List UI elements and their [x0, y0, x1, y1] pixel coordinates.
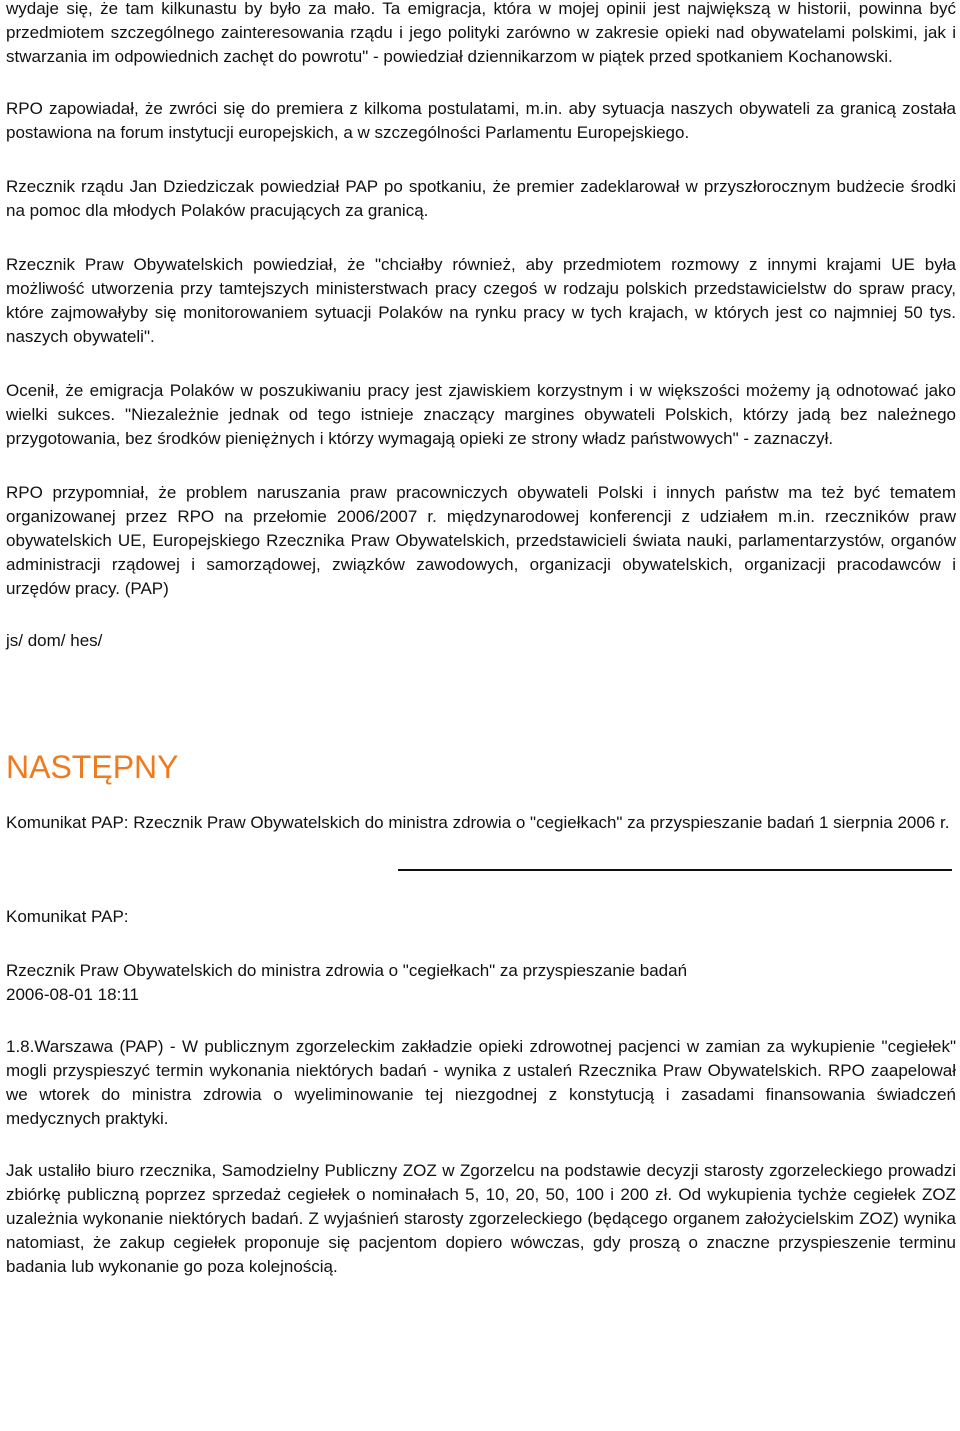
news-paragraph: 1.8.Warszawa (PAP) - W publicznym zgorzeleckim zakładzie opieki zdrowotnej pacjenci w zamian za wykupienie "cegiełek" mogli przyspieszyć termin wykonania niektórych badań - wynika z ustaleń Rzecznika Praw Obywatelskich. RPO zaapelował we wtorek do ministra zdrowia o wyeliminowanie tej niezgodnej z konstytucją i zasadami finansowania świadczeń medycznych praktyki. — [6, 1037, 956, 1128]
news-header: Komunikat PAP: — [6, 907, 129, 926]
article-paragraph: RPO przypomniał, że problem naruszania praw pracowniczych obywateli Polski i innych państw ma też być tematem organizowanej przez RPO na przełomie 2006/2007 r. międzynarodowej konferencji z udziałem m.in. rzeczników praw obywatelskich UE, Europejskiego Rzecznika Praw Obywatelskich, przedstawicieli świata nauki, parlamentarzystów, organów administracji rządowej i samorządowej, związków zawodowych, organizacji obywatelskich, organizacji pracodawców i urzędów pracy. (PAP) — [6, 483, 956, 598]
article-paragraph: RPO zapowiadał, że zwróci się do premiera z kilkoma postulatami, m.in. aby sytuacja naszych obywateli za granicą została postawiona na forum instytucji europejskich, a w szczególności Parlamentu Europejskiego. — [6, 99, 956, 142]
news-datetime: 2006-08-01 18:11 — [6, 985, 139, 1004]
article-paragraph: Ocenił, że emigracja Polaków w poszukiwaniu pracy jest zjawiskiem korzystnym i w większości możemy ją odnotować jako wielki sukces. "Niezależnie jednak od tego istnieje znaczący margines obywateli Polskich, którzy jadą bez należnego przygotowania, bez środków pieniężnych i którzy wymagają opieki ze strony władz państwowych" - zaznaczył. — [6, 381, 956, 448]
document-page — [6, 0, 956, 1279]
article-paragraph: Rzecznik Praw Obywatelskich powiedział, że "chciałby również, aby przedmiotem rozmowy z innymi krajami UE była możliwość utworzenia przy tamtejszych ministerstwach pracy czegoś w rodzaju polskich przedstawicielstw do spraw pracy, które zajmowałyby się monitorowaniem sytuacji Polaków na rynku pracy w tych krajach, w których jest co najmniej 50 tys. naszych obywateli". — [6, 255, 956, 346]
article-paragraph: Rzecznik rządu Jan Dziedziczak powiedział PAP po spotkaniu, że premier zadeklarował w przyszłorocznym budżecie środki na pomoc dla młodych Polaków pracujących za granicą. — [6, 177, 956, 220]
news-title: Rzecznik Praw Obywatelskich do ministra zdrowia o "cegiełkach" za przyspieszanie badań — [6, 961, 688, 980]
next-heading[interactable]: NASTĘPNY — [6, 749, 179, 785]
next-article-link[interactable]: Komunikat PAP: Rzecznik Praw Obywatelskich do ministra zdrowia o "cegiełkach" za przyspieszanie badań 1 sierpnia 2006 r. — [6, 813, 950, 832]
horizontal-divider — [398, 869, 952, 871]
author-signature: js/ dom/ hes/ — [6, 631, 103, 650]
article-paragraph: wydaje się, że tam kilkunastu by było za mało. Ta emigracja, która w mojej opinii jest największą w historii, powinna być przedmiotem szczególnego zainteresowania rządu i jego polityki zarówno w zakresie opieki nad obywatelami polskimi, jak i stwarzania im odpowiednich zachęt do powrotu" - powiedział dziennikarzom w piątek przed spotkaniem Kochanowski. — [6, 0, 956, 66]
news-paragraph: Jak ustaliło biuro rzecznika, Samodzielny Publiczny ZOZ w Zgorzelcu na podstawie decyzji starosty zgorzeleckiego prowadzi zbiórkę publiczną poprzez sprzedaż cegiełek o nominałach 5, 10, 20, 50, 100 i 200 zł. Od wykupienia tychże cegiełek ZOZ uzależnia wykonanie niektórych badań. Z wyjaśnień starosty zgorzeleckiego (będącego organem założycielskim ZOZ) wynika natomiast, że zakup cegiełek proponuje się pacjentom dopiero wówczas, gdy proszą o znaczne przyspieszenie terminu badania lub wykonanie go poza kolejnością. — [6, 1161, 956, 1276]
